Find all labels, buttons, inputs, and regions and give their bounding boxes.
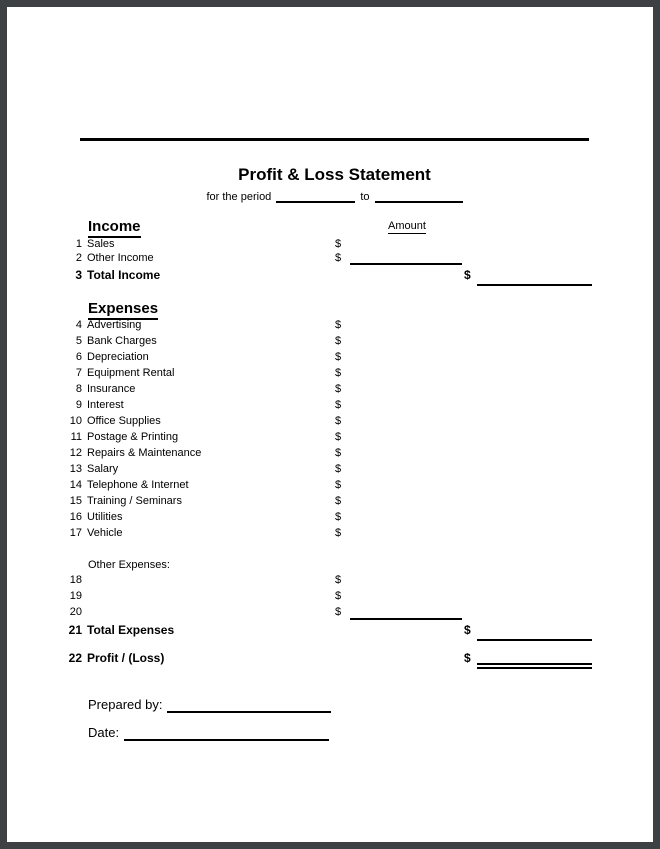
amount-blank xyxy=(350,397,462,413)
statement-row-12 xyxy=(64,445,592,461)
dollar-sign-total xyxy=(462,429,477,445)
dollar-sign-total xyxy=(462,251,477,265)
total-blank xyxy=(477,445,592,461)
amount-blank xyxy=(350,622,462,641)
row-number: 16 xyxy=(69,511,82,523)
dollar-sign: $ xyxy=(335,252,342,264)
dollar-sign: $ xyxy=(335,335,342,347)
amount-blank xyxy=(350,493,462,509)
total-blank xyxy=(477,397,592,413)
amount-blank xyxy=(350,604,462,620)
amount-column-header: Amount xyxy=(388,220,426,232)
statement-row-18 xyxy=(64,572,592,588)
dollar-sign-total xyxy=(462,572,477,588)
date-line xyxy=(88,725,329,741)
row-number: 2 xyxy=(75,252,82,264)
statement-row-8 xyxy=(64,381,592,397)
statement-row-5 xyxy=(64,333,592,349)
prepared-by-blank xyxy=(167,698,331,713)
row-number: 22 xyxy=(68,651,82,665)
other-expense-rows xyxy=(64,572,592,669)
row-label: Other Income xyxy=(87,252,154,264)
period-prefix-label: for the period xyxy=(206,191,272,203)
dollar-sign-total: $ xyxy=(464,623,471,637)
dollar-sign: $ xyxy=(335,590,342,602)
row-number: 3 xyxy=(75,268,82,282)
income-rows xyxy=(64,237,592,286)
row-label: Sales xyxy=(87,238,115,250)
statement-row-13 xyxy=(64,461,592,477)
dollar-sign-total xyxy=(462,461,477,477)
header-rule xyxy=(80,138,589,141)
row-number: 21 xyxy=(68,623,82,637)
row-label: Equipment Rental xyxy=(87,367,175,379)
dollar-sign-total xyxy=(462,381,477,397)
row-number: 8 xyxy=(75,383,82,395)
dollar-sign: $ xyxy=(335,415,342,427)
amount-blank xyxy=(350,572,462,588)
statement-row-15 xyxy=(64,493,592,509)
dollar-sign-total xyxy=(462,317,477,333)
statement-row-20 xyxy=(64,604,592,620)
row-label: Office Supplies xyxy=(87,415,161,427)
total-blank xyxy=(477,429,592,445)
statement-row-17 xyxy=(64,525,592,541)
amount-blank xyxy=(350,381,462,397)
statement-row-16 xyxy=(64,509,592,525)
row-label: Profit / (Loss) xyxy=(87,651,165,665)
dollar-sign: $ xyxy=(335,511,342,523)
total-blank xyxy=(477,622,592,641)
statement-row-9 xyxy=(64,397,592,413)
row-label xyxy=(82,604,330,620)
row-label xyxy=(82,572,330,588)
row-number: 20 xyxy=(69,606,82,618)
prepared-by-line xyxy=(88,697,331,713)
amount-blank xyxy=(350,333,462,349)
amount-blank xyxy=(350,461,462,477)
dollar-sign: $ xyxy=(335,383,342,395)
row-number: 12 xyxy=(69,447,82,459)
dollar-sign: $ xyxy=(335,574,342,586)
total-blank xyxy=(477,365,592,381)
dollar-sign: $ xyxy=(335,479,342,491)
row-number: 1 xyxy=(75,238,82,250)
statement-row-6 xyxy=(64,349,592,365)
dollar-sign-total xyxy=(462,333,477,349)
row-number: 5 xyxy=(75,335,82,347)
statement-row-7 xyxy=(64,365,592,381)
dollar-sign-total xyxy=(462,525,477,541)
date-label: Date: xyxy=(88,725,120,740)
period-end-blank xyxy=(375,190,463,203)
row-number: 9 xyxy=(75,399,82,411)
row-label: Utilities xyxy=(87,511,123,523)
dollar-sign-total xyxy=(462,588,477,604)
period-connector-label: to xyxy=(360,191,370,203)
total-blank xyxy=(477,381,592,397)
dollar-sign-total xyxy=(462,397,477,413)
dollar-sign: $ xyxy=(335,495,342,507)
dollar-sign: $ xyxy=(335,319,342,331)
statement-row-10 xyxy=(64,413,592,429)
row-label: Total Income xyxy=(87,268,161,282)
total-blank xyxy=(477,333,592,349)
amount-blank xyxy=(350,477,462,493)
total-blank xyxy=(477,604,592,620)
row-label: Telephone & Internet xyxy=(87,479,189,491)
income-heading: Income xyxy=(88,218,141,238)
dollar-sign: $ xyxy=(335,431,342,443)
dollar-sign-total xyxy=(462,604,477,620)
row-number: 15 xyxy=(69,495,82,507)
total-blank xyxy=(477,237,592,251)
amount-blank xyxy=(350,349,462,365)
total-blank xyxy=(477,349,592,365)
amount-blank xyxy=(350,651,462,669)
period-line xyxy=(80,190,589,203)
total-blank xyxy=(477,267,592,286)
row-label: Total Expenses xyxy=(87,623,175,637)
amount-blank xyxy=(350,588,462,604)
dollar-sign xyxy=(330,651,350,669)
total-blank xyxy=(477,509,592,525)
row-label: Bank Charges xyxy=(87,335,157,347)
dollar-sign: $ xyxy=(335,351,342,363)
dollar-sign-total xyxy=(462,349,477,365)
dollar-sign: $ xyxy=(335,399,342,411)
row-label: Depreciation xyxy=(87,351,149,363)
row-label: Repairs & Maintenance xyxy=(87,447,202,459)
dollar-sign: $ xyxy=(335,463,342,475)
row-label: Training / Seminars xyxy=(87,495,182,507)
amount-blank xyxy=(350,237,462,251)
row-number: 18 xyxy=(69,574,82,586)
dollar-sign: $ xyxy=(335,447,342,459)
total-blank xyxy=(477,493,592,509)
page-title: Profit & Loss Statement xyxy=(238,165,431,184)
row-number: 10 xyxy=(69,415,82,427)
row-label xyxy=(82,588,330,604)
row-number: 14 xyxy=(69,479,82,491)
dollar-sign xyxy=(330,622,350,641)
dollar-sign-total xyxy=(462,509,477,525)
amount-blank xyxy=(350,509,462,525)
dollar-sign-total xyxy=(462,445,477,461)
total-blank xyxy=(477,651,592,669)
dollar-sign: $ xyxy=(335,238,342,250)
dollar-sign-total xyxy=(462,237,477,251)
amount-blank xyxy=(350,445,462,461)
expenses-heading: Expenses xyxy=(88,300,158,320)
expense-rows xyxy=(64,317,592,541)
row-label: Salary xyxy=(87,463,119,475)
dollar-sign: $ xyxy=(335,527,342,539)
dollar-sign-total xyxy=(462,477,477,493)
total-blank xyxy=(477,572,592,588)
statement-row-3 xyxy=(64,267,592,286)
row-label: Insurance xyxy=(87,383,136,395)
row-label: Postage & Printing xyxy=(87,431,179,443)
amount-blank xyxy=(350,525,462,541)
statement-row-14 xyxy=(64,477,592,493)
statement-row-4 xyxy=(64,317,592,333)
row-number: 11 xyxy=(70,431,82,443)
row-number: 19 xyxy=(69,590,82,602)
statement-row-11 xyxy=(64,429,592,445)
total-blank xyxy=(477,317,592,333)
amount-blank xyxy=(350,317,462,333)
row-label: Interest xyxy=(87,399,124,411)
dollar-sign-total xyxy=(462,413,477,429)
statement-row-19 xyxy=(64,588,592,604)
total-blank xyxy=(477,525,592,541)
total-blank xyxy=(477,413,592,429)
row-number: 6 xyxy=(75,351,82,363)
prepared-by-label: Prepared by: xyxy=(88,697,163,712)
row-number: 4 xyxy=(75,319,82,331)
total-blank xyxy=(477,477,592,493)
other-expenses-label: Other Expenses: xyxy=(88,559,170,571)
total-blank xyxy=(477,461,592,477)
dollar-sign-total xyxy=(462,493,477,509)
row-number: 17 xyxy=(69,527,82,539)
total-blank xyxy=(477,251,592,265)
dollar-sign-total: $ xyxy=(464,268,471,282)
amount-blank xyxy=(350,413,462,429)
dollar-sign-total xyxy=(462,365,477,381)
row-label: Vehicle xyxy=(87,527,123,539)
row-label: Advertising xyxy=(87,319,142,331)
statement-row-2 xyxy=(64,251,592,265)
total-blank xyxy=(477,588,592,604)
period-start-blank xyxy=(276,190,355,203)
row-number: 13 xyxy=(69,463,82,475)
amount-blank xyxy=(350,267,462,286)
dollar-sign xyxy=(330,267,350,286)
dollar-sign: $ xyxy=(335,367,342,379)
dollar-sign: $ xyxy=(335,606,342,618)
dollar-sign-total: $ xyxy=(464,651,471,665)
statement-row-21 xyxy=(64,622,592,641)
statement-row-1 xyxy=(64,237,592,251)
row-number: 7 xyxy=(75,367,82,379)
amount-blank xyxy=(350,251,462,265)
statement-row-22 xyxy=(64,651,592,669)
date-blank xyxy=(124,726,329,741)
amount-blank xyxy=(350,429,462,445)
amount-blank xyxy=(350,365,462,381)
